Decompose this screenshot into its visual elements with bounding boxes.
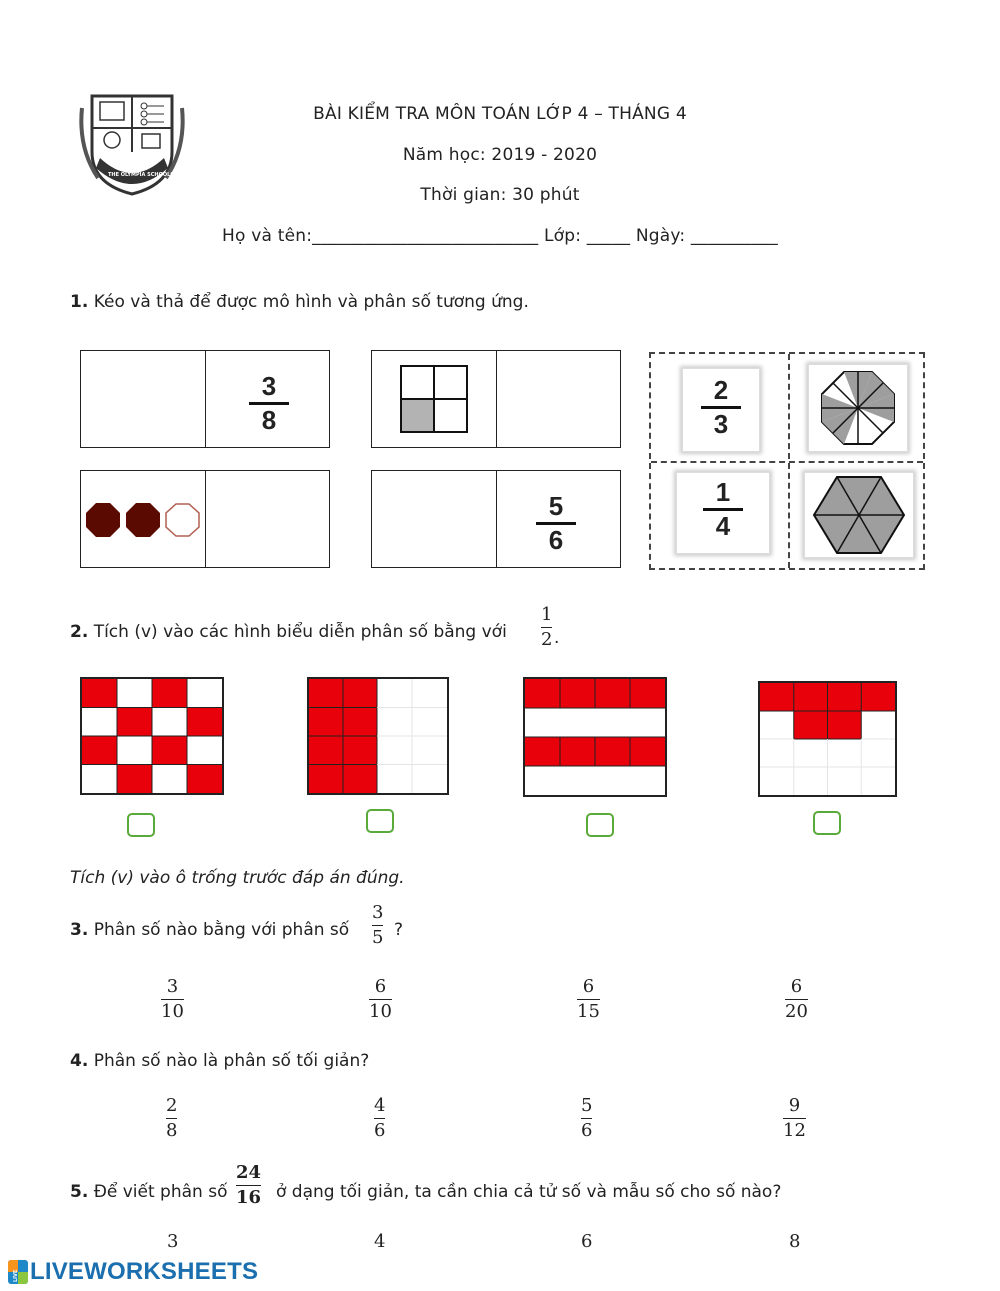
logo-text: THE OLYMPIA SCHOOLS — [108, 172, 174, 178]
stripes-grid — [525, 679, 665, 795]
numerator: 4 — [374, 1095, 386, 1116]
q4-option-c[interactable] — [581, 1095, 592, 1141]
denominator: 15 — [577, 1000, 600, 1022]
octagons-model — [85, 501, 203, 541]
drop-slot[interactable] — [372, 471, 497, 567]
numerator: 6 — [374, 976, 387, 997]
denominator: 10 — [369, 1000, 392, 1022]
figure-stripes — [523, 677, 667, 797]
figure-left-half — [307, 677, 449, 795]
numerator: 5 — [548, 491, 564, 521]
numerator: 3 — [166, 976, 179, 997]
liveworksheets-logo — [8, 1259, 258, 1285]
question-number: 2. — [70, 622, 89, 642]
q5-fraction — [236, 1162, 261, 1208]
drop-pair-3-8 — [80, 350, 330, 448]
numerator: 6 — [790, 976, 803, 997]
denominator: 8 — [166, 1119, 178, 1141]
card-hexagon-model[interactable] — [804, 472, 914, 558]
numerator: 2 — [713, 375, 729, 405]
numerator: 6 — [582, 976, 595, 997]
card-1-4[interactable] — [676, 472, 770, 554]
question-number: 3. — [70, 920, 89, 940]
denominator: 4 — [715, 511, 731, 542]
fraction-5-6 — [536, 493, 576, 555]
question-text: Kéo và thả để được mô hình và phân số tương ứng. — [93, 292, 529, 312]
denominator: 5 — [372, 926, 384, 948]
q5-option-a[interactable]: 3 — [167, 1231, 179, 1252]
checkbox-figure-1[interactable] — [127, 813, 155, 837]
numerator: 3 — [261, 371, 277, 401]
checkerboard-grid — [82, 679, 222, 793]
question-text: Để viết phân số — [93, 1182, 228, 1202]
question-number: 5. — [70, 1182, 89, 1202]
drop-pair-quarter-square — [371, 350, 621, 448]
hexagon-fraction-icon — [811, 474, 907, 556]
question-number: 4. — [70, 1051, 89, 1071]
question-text: Phân số nào bằng với phân số — [93, 920, 350, 940]
question-text: Phân số nào là phân số tối giản? — [93, 1051, 370, 1071]
instruction-text: Tích (v) vào ô trống trước đáp án đúng. — [70, 868, 405, 888]
drop-slot[interactable] — [497, 351, 620, 447]
checkbox-figure-4[interactable] — [813, 811, 841, 835]
denominator: 12 — [783, 1119, 806, 1141]
q3-fraction — [372, 902, 383, 948]
question-3 — [70, 920, 349, 940]
question-4 — [70, 1051, 369, 1071]
figure-t-shape — [758, 681, 897, 797]
numerator: 3 — [372, 902, 384, 923]
q5-option-d[interactable]: 8 — [789, 1231, 801, 1252]
student-info-line: Họ và tên:__________________________ Lớp: _____ Ngày: __________ — [222, 226, 778, 246]
question-2 — [70, 622, 507, 642]
live-badge-icon — [8, 1260, 28, 1284]
denominator: 6 — [374, 1119, 386, 1141]
q4-option-b[interactable] — [374, 1095, 385, 1141]
q3-option-b[interactable] — [369, 976, 392, 1022]
left-half-grid — [309, 679, 447, 793]
quarter-square-model — [400, 365, 468, 433]
question-number: 1. — [70, 292, 89, 312]
denominator: 8 — [261, 405, 277, 436]
school-year: Năm học: 2019 - 2020 — [402, 145, 598, 165]
model-cell — [372, 351, 497, 447]
checkbox-figure-2[interactable] — [366, 809, 394, 833]
numerator: 2 — [166, 1095, 178, 1116]
denominator: 20 — [785, 1000, 808, 1022]
drop-pair-octagons — [80, 470, 330, 568]
question-1 — [70, 292, 529, 312]
numerator: 5 — [581, 1095, 593, 1116]
drop-pair-5-6 — [371, 470, 621, 568]
figure-checkerboard — [80, 677, 224, 795]
q3-option-d[interactable] — [785, 976, 808, 1022]
denominator: 6 — [548, 525, 564, 556]
question-5 — [70, 1182, 227, 1202]
q5-question-tail: ở dạng tối giản, ta cần chia cả tử số và mẫu số cho số nào? — [276, 1182, 782, 1202]
numerator: 1 — [541, 604, 553, 625]
q4-option-a[interactable] — [166, 1095, 177, 1141]
time-limit: Thời gian: 30 phút — [420, 185, 580, 205]
q5-option-b[interactable]: 4 — [374, 1231, 386, 1252]
q5-option-c[interactable]: 6 — [581, 1231, 593, 1252]
denominator: 2 — [541, 628, 553, 650]
octagon-fraction-icon — [818, 368, 898, 448]
q3-option-c[interactable] — [577, 976, 600, 1022]
q2-fraction — [541, 604, 552, 650]
drop-slot[interactable] — [81, 351, 206, 447]
card-octagon-model[interactable] — [808, 364, 908, 452]
numerator: 9 — [788, 1095, 801, 1116]
q3-option-a[interactable] — [161, 976, 184, 1022]
denominator: 16 — [236, 1186, 262, 1208]
live-badge-text: LIVE — [13, 1269, 19, 1282]
liveworksheets-wordmark: LIVEWORKSHEETS — [30, 1258, 259, 1285]
q4-option-d[interactable] — [783, 1095, 806, 1141]
numerator: 24 — [236, 1162, 262, 1183]
fraction-2-3 — [701, 377, 741, 439]
denominator: 3 — [713, 409, 729, 440]
fraction-3-8 — [249, 373, 289, 435]
denominator: 10 — [161, 1000, 184, 1022]
model-cell — [81, 471, 206, 567]
worksheet-title: BÀI KIỂM TRA MÔN TOÁN LỚP 4 – THÁNG 4 — [313, 104, 687, 124]
fraction-1-4 — [703, 479, 743, 541]
t-shape-grid — [760, 683, 895, 795]
denominator: 6 — [581, 1119, 593, 1141]
checkbox-figure-3[interactable] — [586, 813, 614, 837]
q2-period: . — [554, 628, 560, 648]
q3-question-mark: ? — [394, 920, 404, 940]
drop-slot[interactable] — [206, 471, 329, 567]
numerator: 1 — [715, 477, 731, 507]
question-text: Tích (v) vào các hình biểu diễn phân số bằng với — [93, 622, 507, 642]
card-2-3[interactable] — [682, 368, 760, 452]
